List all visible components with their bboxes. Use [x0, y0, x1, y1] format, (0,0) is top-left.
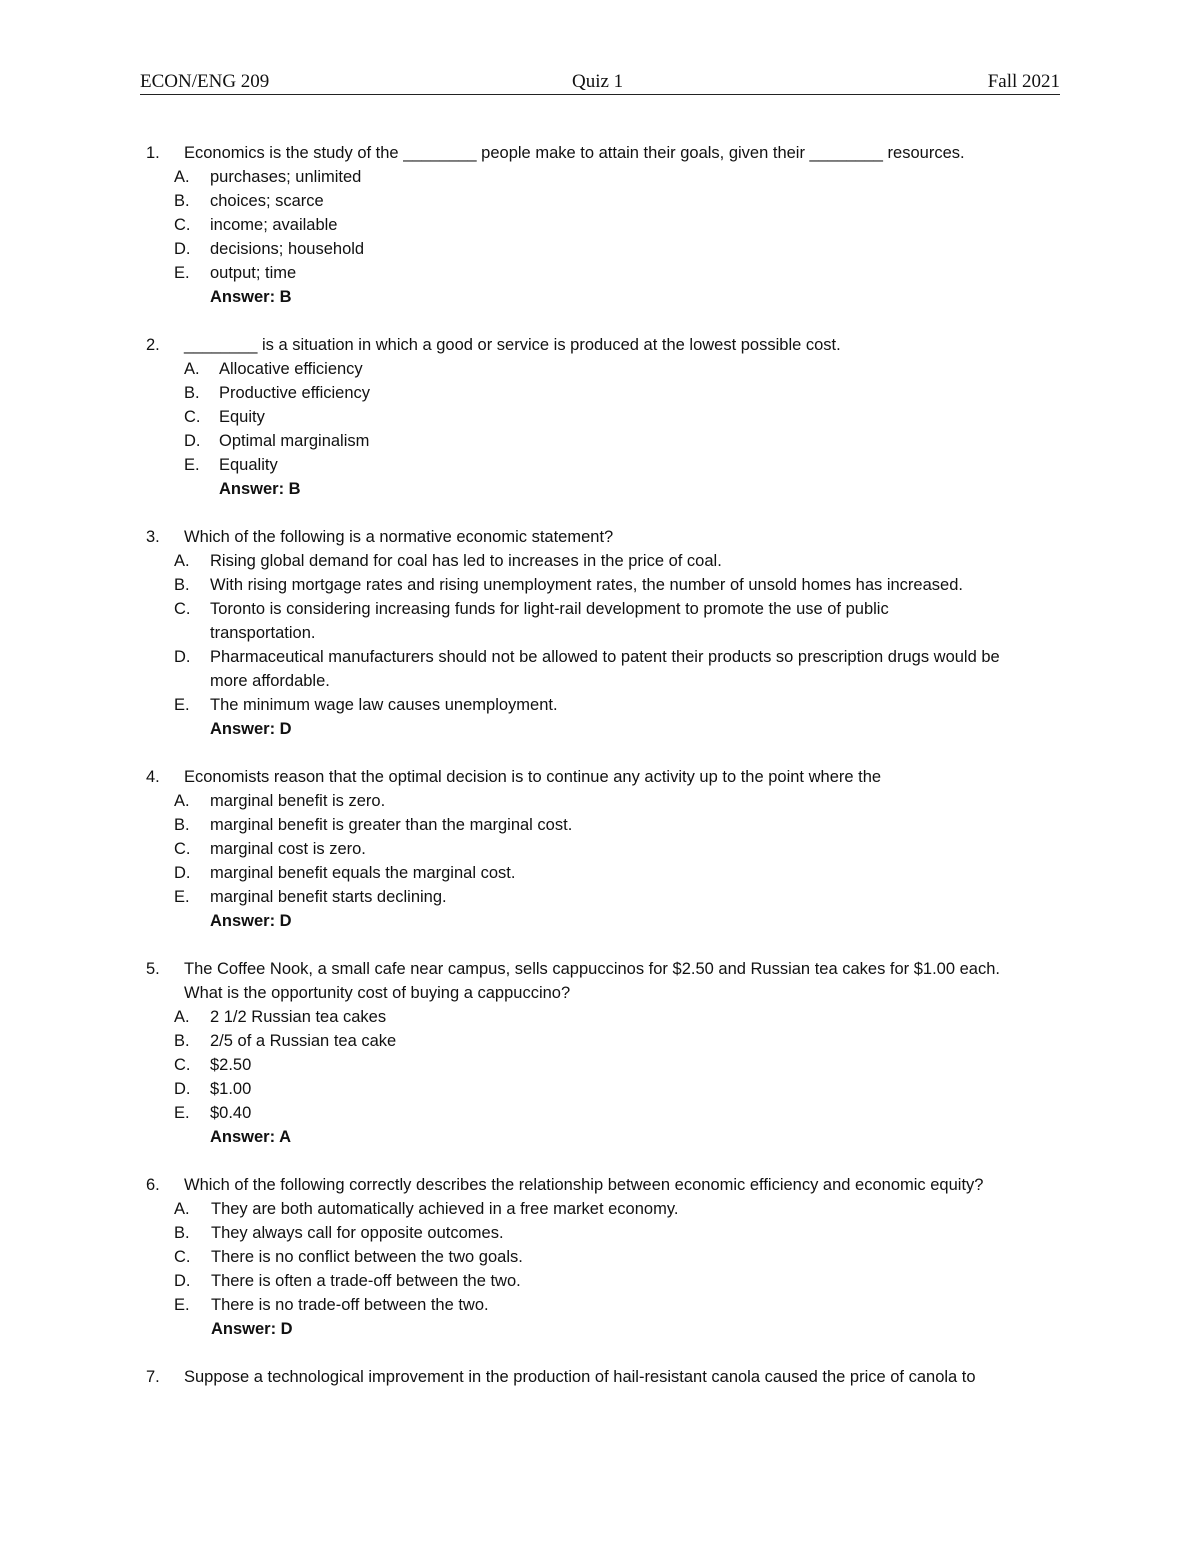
option-text: 2/5 of a Russian tea cake	[210, 1032, 397, 1050]
option-b	[146, 573, 1066, 597]
option-c	[146, 837, 1066, 861]
question-number: 7.	[146, 1368, 160, 1386]
option-letter: C.	[174, 216, 191, 234]
question-number: 2.	[146, 336, 160, 354]
option-c	[146, 597, 970, 645]
question-6	[146, 1173, 1066, 1341]
question-number: 6.	[146, 1176, 160, 1194]
option-d	[146, 429, 1066, 453]
answer-key: Answer: B	[219, 480, 301, 498]
option-letter: C.	[174, 840, 191, 858]
option-text: marginal benefit starts declining.	[210, 888, 447, 906]
option-letter: A.	[174, 1200, 190, 1218]
option-text: Equity	[219, 408, 265, 426]
question-list	[146, 141, 1066, 1413]
question-stem	[146, 525, 1066, 549]
quiz-title: Quiz 1	[572, 71, 624, 92]
option-letter: B.	[174, 192, 190, 210]
question-text: Which of the following is a normative economic statement?	[184, 528, 614, 546]
course-code: ECON/ENG 209	[140, 71, 270, 92]
option-d	[146, 861, 1066, 885]
question-text: Economists reason that the optimal decision is to continue any activity up to the point where the	[184, 768, 882, 786]
question-text: Which of the following correctly describes the relationship between economic efficiency and economic equity?	[184, 1176, 984, 1194]
option-b	[146, 381, 1066, 405]
option-a	[146, 357, 1066, 381]
option-text: Optimal marginalism	[219, 432, 370, 450]
option-list	[146, 549, 1066, 717]
option-e	[146, 261, 1066, 285]
option-a	[146, 1005, 1066, 1029]
option-text: Equality	[219, 456, 278, 474]
option-b	[146, 189, 1066, 213]
question-text: The Coffee Nook, a small cafe near campus, sells cappuccinos for $2.50 and Russian tea cakes for $1.00 each. What is the opportunity cost of buying a cappuccino?	[184, 960, 1000, 1002]
option-letter: E.	[174, 696, 190, 714]
option-text: With rising mortgage rates and rising unemployment rates, the number of unsold homes has increased.	[210, 576, 963, 594]
option-text: $1.00	[210, 1080, 252, 1098]
option-a	[146, 165, 1066, 189]
answer-key: Answer: D	[210, 912, 292, 930]
option-text: There is no conflict between the two goals.	[211, 1248, 523, 1266]
option-d	[146, 1269, 1066, 1293]
option-text: marginal benefit equals the marginal cost.	[210, 864, 516, 882]
option-text: The minimum wage law causes unemployment.	[210, 696, 558, 714]
option-letter: E.	[174, 264, 190, 282]
option-e	[146, 693, 1066, 717]
option-letter: A.	[184, 360, 200, 378]
option-text: Rising global demand for coal has led to increases in the price of coal.	[210, 552, 722, 570]
option-text: There is no trade-off between the two.	[211, 1296, 489, 1314]
answer-key: Answer: D	[211, 1320, 293, 1338]
option-e	[146, 1101, 1066, 1125]
option-letter: C.	[174, 600, 191, 618]
question-number: 3.	[146, 528, 160, 546]
question-stem	[146, 1365, 1066, 1389]
option-c	[146, 405, 1066, 429]
option-text: income; available	[210, 216, 338, 234]
option-text: They always call for opposite outcomes.	[211, 1224, 504, 1242]
option-text: output; time	[210, 264, 297, 282]
question-1	[146, 141, 1066, 309]
question-4	[146, 765, 1066, 933]
answer-key: Answer: A	[210, 1128, 291, 1146]
option-letter: D.	[174, 1080, 191, 1098]
option-b	[146, 1221, 1066, 1245]
question-text: Suppose a technological improvement in the production of hail-resistant canola caused the price of canola to	[184, 1368, 976, 1386]
question-number: 4.	[146, 768, 160, 786]
option-letter: B.	[174, 1032, 190, 1050]
option-a	[146, 1197, 1066, 1221]
option-text: $2.50	[210, 1056, 252, 1074]
answer-key: Answer: D	[210, 720, 292, 738]
question-text: Economics is the study of the ________ people make to attain their goals, given their ________ resources.	[184, 144, 965, 162]
option-letter: A.	[174, 792, 190, 810]
option-text: marginal cost is zero.	[210, 840, 366, 858]
question-stem	[146, 957, 1014, 1005]
option-a	[146, 549, 1066, 573]
option-text: There is often a trade-off between the two.	[211, 1272, 521, 1290]
option-c	[146, 1245, 1066, 1269]
option-text: decisions; household	[210, 240, 365, 258]
option-letter: D.	[184, 432, 201, 450]
option-text: choices; scarce	[210, 192, 324, 210]
option-d	[146, 237, 1066, 261]
question-stem	[146, 1173, 1014, 1197]
question-2	[146, 333, 1066, 501]
page-header	[140, 70, 1060, 95]
option-letter: A.	[174, 168, 190, 186]
question-stem	[146, 333, 1066, 357]
option-letter: C.	[174, 1248, 191, 1266]
question-number: 5.	[146, 960, 160, 978]
option-text: They are both automatically achieved in a free market economy.	[211, 1200, 679, 1218]
option-text: marginal benefit is zero.	[210, 792, 386, 810]
option-text: Toronto is considering increasing funds for light-rail development to promote the use of public transportation.	[210, 600, 889, 642]
option-d	[146, 1077, 1066, 1101]
option-e	[146, 885, 1066, 909]
option-letter: D.	[174, 1272, 191, 1290]
question-number: 1.	[146, 144, 160, 162]
question-5	[146, 957, 1066, 1149]
option-letter: D.	[174, 240, 191, 258]
option-text: 2 1/2 Russian tea cakes	[210, 1008, 387, 1026]
option-letter: B.	[174, 576, 190, 594]
option-text: $0.40	[210, 1104, 252, 1122]
option-a	[146, 789, 1066, 813]
option-letter: E.	[174, 888, 190, 906]
option-letter: E.	[174, 1296, 190, 1314]
option-letter: B.	[174, 1224, 190, 1242]
option-d	[146, 645, 1010, 693]
option-list	[146, 357, 1066, 477]
option-text: Allocative efficiency	[219, 360, 363, 378]
option-letter: D.	[174, 648, 191, 666]
option-c	[146, 1053, 1066, 1077]
option-letter: B.	[184, 384, 200, 402]
option-list	[146, 789, 1066, 909]
option-letter: D.	[174, 864, 191, 882]
option-letter: C.	[184, 408, 201, 426]
option-list	[146, 1005, 1066, 1125]
question-stem	[146, 765, 1066, 789]
option-letter: E.	[174, 1104, 190, 1122]
option-text: Productive efficiency	[219, 384, 371, 402]
option-b	[146, 813, 1066, 837]
option-list	[146, 165, 1066, 285]
question-text: ________ is a situation in which a good or service is produced at the lowest possible cost.	[184, 336, 841, 354]
option-letter: A.	[174, 1008, 190, 1026]
option-list	[146, 1197, 1066, 1317]
question-stem	[146, 141, 1066, 165]
option-e	[146, 453, 1066, 477]
option-text: marginal benefit is greater than the marginal cost.	[210, 816, 573, 834]
option-letter: A.	[174, 552, 190, 570]
option-text: purchases; unlimited	[210, 168, 362, 186]
option-e	[146, 1293, 1066, 1317]
option-letter: C.	[174, 1056, 191, 1074]
answer-key: Answer: B	[210, 288, 292, 306]
term: Fall 2021	[987, 71, 1060, 92]
option-text: Pharmaceutical manufacturers should not be allowed to patent their products so prescription drugs would be more affordable.	[210, 648, 1000, 690]
option-c	[146, 213, 1066, 237]
option-letter: E.	[184, 456, 200, 474]
question-3	[146, 525, 1066, 741]
option-letter: B.	[174, 816, 190, 834]
option-b	[146, 1029, 1066, 1053]
question-7	[146, 1365, 1066, 1389]
